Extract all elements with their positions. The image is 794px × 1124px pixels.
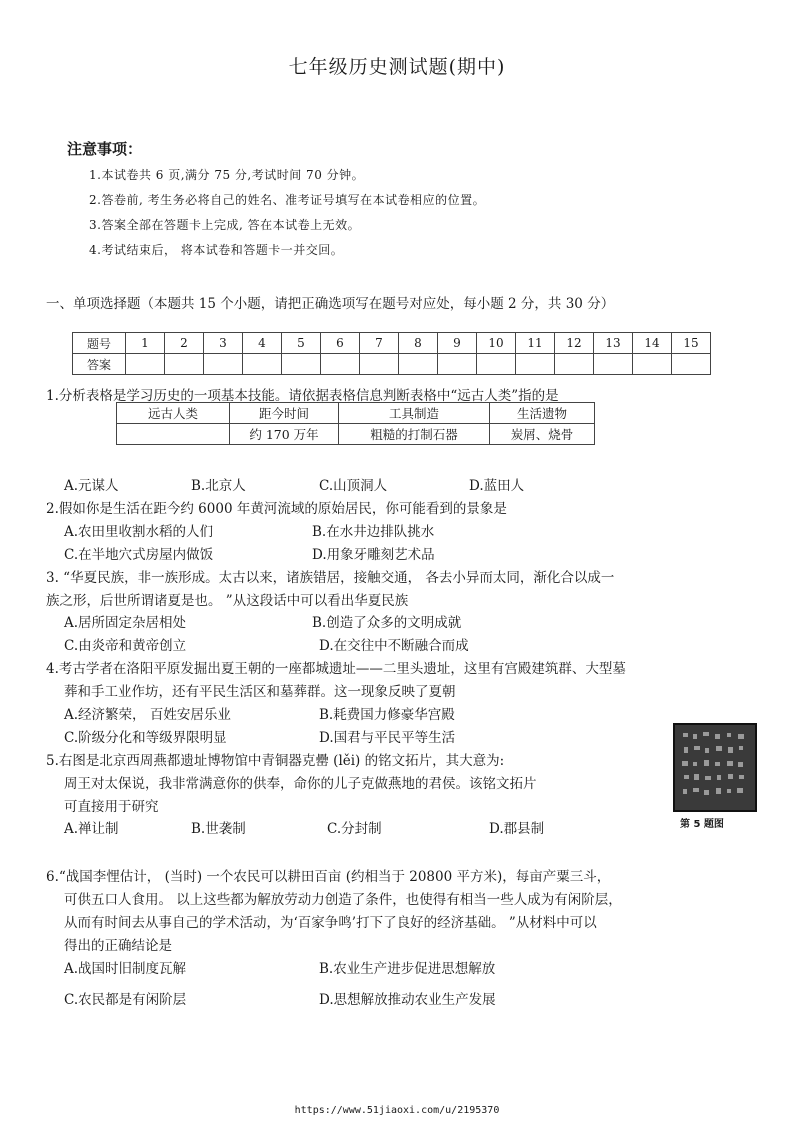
notice-heading: 注意事项：	[67, 140, 143, 158]
info-cell: 约 170 万年	[230, 424, 339, 445]
page-title: 七年级历史测试题(期中)	[288, 56, 506, 78]
question-number: 4	[243, 333, 282, 354]
option: A.居所固定杂居相处	[64, 615, 187, 631]
question-6-stem: 可供五口人食用。 以上这些都为解放劳动力创造了条件，也使得有相当一些人成为有闲阶层，	[64, 892, 622, 908]
option: B.农业生产进步促进思想解放	[319, 961, 496, 977]
answer-cell[interactable]	[438, 354, 477, 375]
question-1-table	[116, 402, 595, 445]
question-number: 5	[282, 333, 321, 354]
answer-cell[interactable]	[204, 354, 243, 375]
figure-caption: 第 5 题图	[680, 819, 724, 830]
option: C.分封制	[327, 821, 382, 837]
row-label: 答案	[73, 354, 126, 375]
question-5-stem: 5.右图是北京西周燕都遗址博物馆中青铜器克罍 (lěi) 的铭文拓片，其大意为:	[46, 753, 505, 769]
info-row	[117, 424, 595, 445]
option: A.农田里收割水稻的人们	[64, 524, 214, 540]
option: B.北京人	[191, 478, 246, 494]
question-number: 13	[594, 333, 633, 354]
question-number: 1	[126, 333, 165, 354]
question-4-stem: 4.考古学者在洛阳平原发掘出夏王朝的一座都城遗址——二里头遗址，这里有宫殿建筑群、大型墓	[46, 661, 626, 677]
answer-table-answer-row	[73, 354, 711, 375]
question-6-stem: 从而有时间去从事自己的学术活动，为‘百家争鸣’打下了良好的经济基础。 ”从材料中可以	[64, 915, 597, 931]
option: A.元谋人	[64, 478, 119, 494]
option: D.思想解放推动农业生产发展	[319, 992, 496, 1008]
info-cell	[117, 424, 230, 445]
answer-cell[interactable]	[555, 354, 594, 375]
option: C.在半地穴式房屋内做饭	[64, 547, 214, 563]
option: A.战国时旧制度瓦解	[64, 961, 187, 977]
option: D.蓝田人	[469, 478, 525, 494]
question-4-stem: 葬和手工业作坊，还有平民生活区和墓葬群。这一现象反映了夏朝	[64, 684, 456, 700]
question-number: 6	[321, 333, 360, 354]
question-number: 15	[672, 333, 711, 354]
notice-item: 2.答卷前, 考生务必将自己的姓名、准考证号填写在本试卷相应的位置。	[89, 193, 486, 207]
info-header-row	[117, 403, 595, 424]
inscription-rubbing-image	[673, 723, 757, 812]
question-6-stem: 6.“战国李悝估计， (当时) 一个农民可以耕田百亩 (约相当于 20800 平方米)，每亩产粟三斗，	[46, 869, 611, 885]
option: C.由炎帝和黄帝创立	[64, 638, 187, 654]
question-number: 11	[516, 333, 555, 354]
question-number: 14	[633, 333, 672, 354]
question-number: 3	[204, 333, 243, 354]
question-3-stem: 族之形，后世所谓诸夏是也。 ”从这段话中可以看出华夏民族	[46, 593, 409, 609]
option: C.阶级分化和等级界限明显	[64, 730, 227, 746]
option: D.在交往中不断融合而成	[319, 638, 469, 654]
answer-cell[interactable]	[126, 354, 165, 375]
option: D.郡县制	[489, 821, 545, 837]
option: B.世袭制	[191, 821, 246, 837]
option: B.耗费国力修豪华宫殿	[319, 707, 455, 723]
option: B.创造了众多的文明成就	[312, 615, 462, 631]
section-heading: 一、单项选择题（本题共 15 个小题，请把正确选项写在题号对应处，每小题 2 分，共 30 分）	[46, 296, 615, 312]
question-5-stem: 周王对太保说，我非常满意你的供奉，命你的儿子克做燕地的君侯。该铭文拓片	[64, 776, 537, 792]
info-header: 距今时间	[230, 403, 339, 424]
question-number: 7	[360, 333, 399, 354]
footer-url: https://www.51jiaoxi.com/u/2195370	[294, 1105, 500, 1116]
question-number: 10	[477, 333, 516, 354]
question-3-stem: 3. “华夏民族，非一族形成。太古以来，诸族错居，接触交通， 各去小异而太同，渐化合以成一	[46, 570, 615, 586]
question-2-stem: 2.假如你是生活在距今约 6000 年黄河流域的原始居民，你可能看到的景象是	[46, 501, 507, 517]
info-header: 生活遗物	[490, 403, 595, 424]
info-header: 工具制造	[339, 403, 490, 424]
notice-item: 3.答案全部在答题卡上完成, 答在本试卷上无效。	[89, 218, 361, 232]
question-number: 2	[165, 333, 204, 354]
answer-table-number-row	[73, 333, 711, 354]
question-5-stem: 可直接用于研究	[64, 799, 159, 815]
answer-cell[interactable]	[243, 354, 282, 375]
inscription-rubbing-graphic	[675, 725, 755, 810]
info-cell: 炭屑、烧骨	[490, 424, 595, 445]
answer-cell[interactable]	[633, 354, 672, 375]
option: A.经济繁荣， 百姓安居乐业	[64, 707, 231, 723]
option: D.国君与平民平等生活	[319, 730, 456, 746]
option: C.农民都是有闲阶层	[64, 992, 187, 1008]
question-6-stem: 得出的正确结论是	[64, 938, 172, 954]
answer-cell[interactable]	[282, 354, 321, 375]
question-1-stem: 1.分析表格是学习历史的一项基本技能。请依据表格信息判断表格中“远古人类”指的是	[46, 388, 559, 404]
answer-cell[interactable]	[360, 354, 399, 375]
answer-cell[interactable]	[321, 354, 360, 375]
question-number: 9	[438, 333, 477, 354]
option: C.山顶洞人	[319, 478, 388, 494]
answer-cell[interactable]	[516, 354, 555, 375]
answer-cell[interactable]	[672, 354, 711, 375]
notice-item: 1.本试卷共 6 页,满分 75 分,考试时间 70 分钟。	[89, 168, 365, 182]
option: B.在水井边排队挑水	[312, 524, 435, 540]
option: D.用象牙雕刻艺术品	[312, 547, 435, 563]
answer-cell[interactable]	[399, 354, 438, 375]
info-cell: 粗糙的打制石器	[339, 424, 490, 445]
option: A.禅让制	[64, 821, 119, 837]
question-number: 8	[399, 333, 438, 354]
answer-cell[interactable]	[477, 354, 516, 375]
info-header: 远古人类	[117, 403, 230, 424]
row-label: 题号	[73, 333, 126, 354]
answer-cell[interactable]	[165, 354, 204, 375]
answer-cell[interactable]	[594, 354, 633, 375]
question-number: 12	[555, 333, 594, 354]
answer-table	[72, 332, 711, 375]
notice-item: 4.考试结束后， 将本试卷和答题卡一并交回。	[89, 243, 344, 257]
